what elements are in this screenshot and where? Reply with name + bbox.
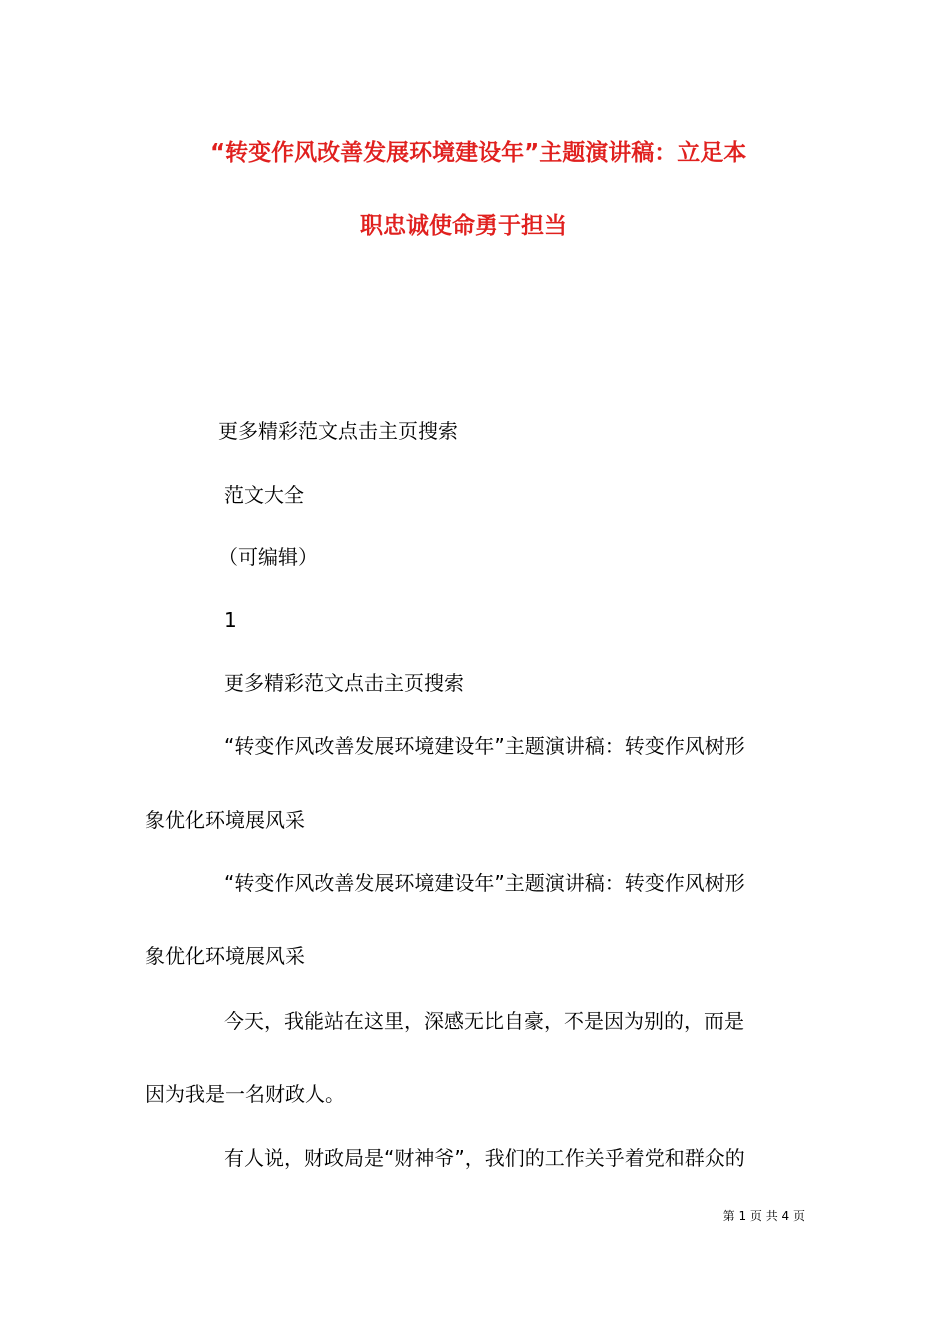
body-paragraph-2a: 有人说，财政局是“财神爷”，我们的工作关乎着党和群众的 bbox=[224, 1146, 745, 1170]
body-paragraph-1b: 因为我是一名财政人。 bbox=[145, 1082, 345, 1106]
body-line-promo: 更多精彩范文点击主页搜索 bbox=[218, 419, 458, 443]
body-line-promo-2: 更多精彩范文点击主页搜索 bbox=[224, 671, 464, 695]
body-line-heading-2b: 象优化环境展风采 bbox=[145, 944, 305, 968]
body-line-collection: 范文大全 bbox=[224, 483, 304, 507]
page-footer: 第 1 页 共 4 页 bbox=[722, 1209, 805, 1223]
body-line-heading-2a: “转变作风改善发展环境建设年”主题演讲稿：转变作风树形 bbox=[224, 871, 745, 895]
document-title-line-2: 职忠诚使命勇于担当 bbox=[360, 213, 567, 239]
body-line-heading-1a: “转变作风改善发展环境建设年”主题演讲稿：转变作风树形 bbox=[224, 734, 745, 758]
body-paragraph-1a: 今天，我能站在这里，深感无比自豪，不是因为别的，而是 bbox=[224, 1009, 744, 1033]
body-line-editable: （可编辑） bbox=[218, 545, 318, 569]
body-line-heading-1b: 象优化环境展风采 bbox=[145, 808, 305, 832]
document-title-line-1: “转变作风改善发展环境建设年”主题演讲稿：立足本 bbox=[210, 140, 747, 166]
body-line-number: 1 bbox=[224, 608, 237, 632]
